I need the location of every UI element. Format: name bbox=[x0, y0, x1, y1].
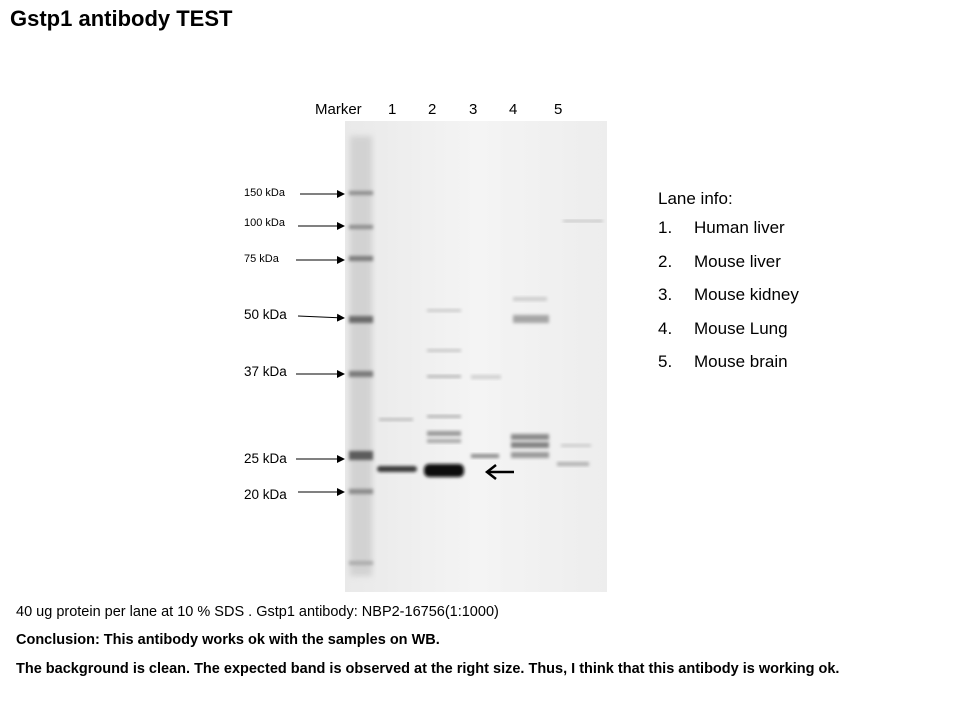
marker-label-50: 50 kDa bbox=[244, 307, 287, 322]
lane-info-panel bbox=[658, 189, 799, 386]
lane-label-marker: Marker bbox=[315, 101, 362, 118]
lane-info-number: 4. bbox=[658, 318, 673, 338]
lane-label-2: 2 bbox=[428, 101, 437, 118]
marker-label-20: 20 kDa bbox=[244, 487, 287, 502]
lane-info-number: 5. bbox=[658, 352, 673, 371]
marker-label-75: 75 kDa bbox=[244, 253, 279, 265]
lane-info-text: Mouse Lung bbox=[694, 318, 788, 338]
lane-info-item bbox=[658, 319, 799, 353]
lane-info-text: Mouse liver bbox=[694, 251, 781, 271]
lane-info-number: 3. bbox=[658, 285, 673, 304]
marker-label-100: 100 kDa bbox=[244, 217, 285, 229]
method-note: 40 ug protein per lane at 10 % SDS . Gstp1 antibody: NBP2-16756(1:1000) bbox=[16, 604, 499, 620]
target-band-arrow-icon bbox=[487, 465, 514, 479]
arrow-50 bbox=[298, 316, 344, 318]
lane-info-item bbox=[658, 252, 799, 286]
lane-info-text: Mouse kidney bbox=[694, 285, 799, 304]
marker-label-150: 150 kDa bbox=[244, 187, 285, 199]
lane-info-item bbox=[658, 218, 799, 252]
lane-label-1: 1 bbox=[388, 101, 397, 118]
figure-title: Gstp1 antibody TEST bbox=[10, 6, 233, 31]
lane-label-4: 4 bbox=[509, 101, 518, 118]
lane-info-item bbox=[658, 352, 799, 386]
lane-info-text: Mouse brain bbox=[694, 352, 788, 371]
lane-info-header: Lane info: bbox=[658, 189, 733, 208]
marker-label-37: 37 kDa bbox=[244, 364, 287, 379]
marker-label-25: 25 kDa bbox=[244, 451, 287, 466]
lane-info-text: Human liver bbox=[694, 218, 785, 237]
lane-info-number: 2. bbox=[658, 251, 673, 271]
lane-info-number: 1. bbox=[658, 218, 673, 237]
conclusion-text: Conclusion: This antibody works ok with the samples on WB. bbox=[16, 632, 440, 648]
lane-info-item bbox=[658, 285, 799, 319]
lane-label-5: 5 bbox=[554, 101, 563, 118]
lane-label-3: 3 bbox=[469, 101, 478, 118]
summary-note: The background is clean. The expected band is observed at the right size. Thus, I think that this antibody is working ok. bbox=[16, 661, 840, 677]
